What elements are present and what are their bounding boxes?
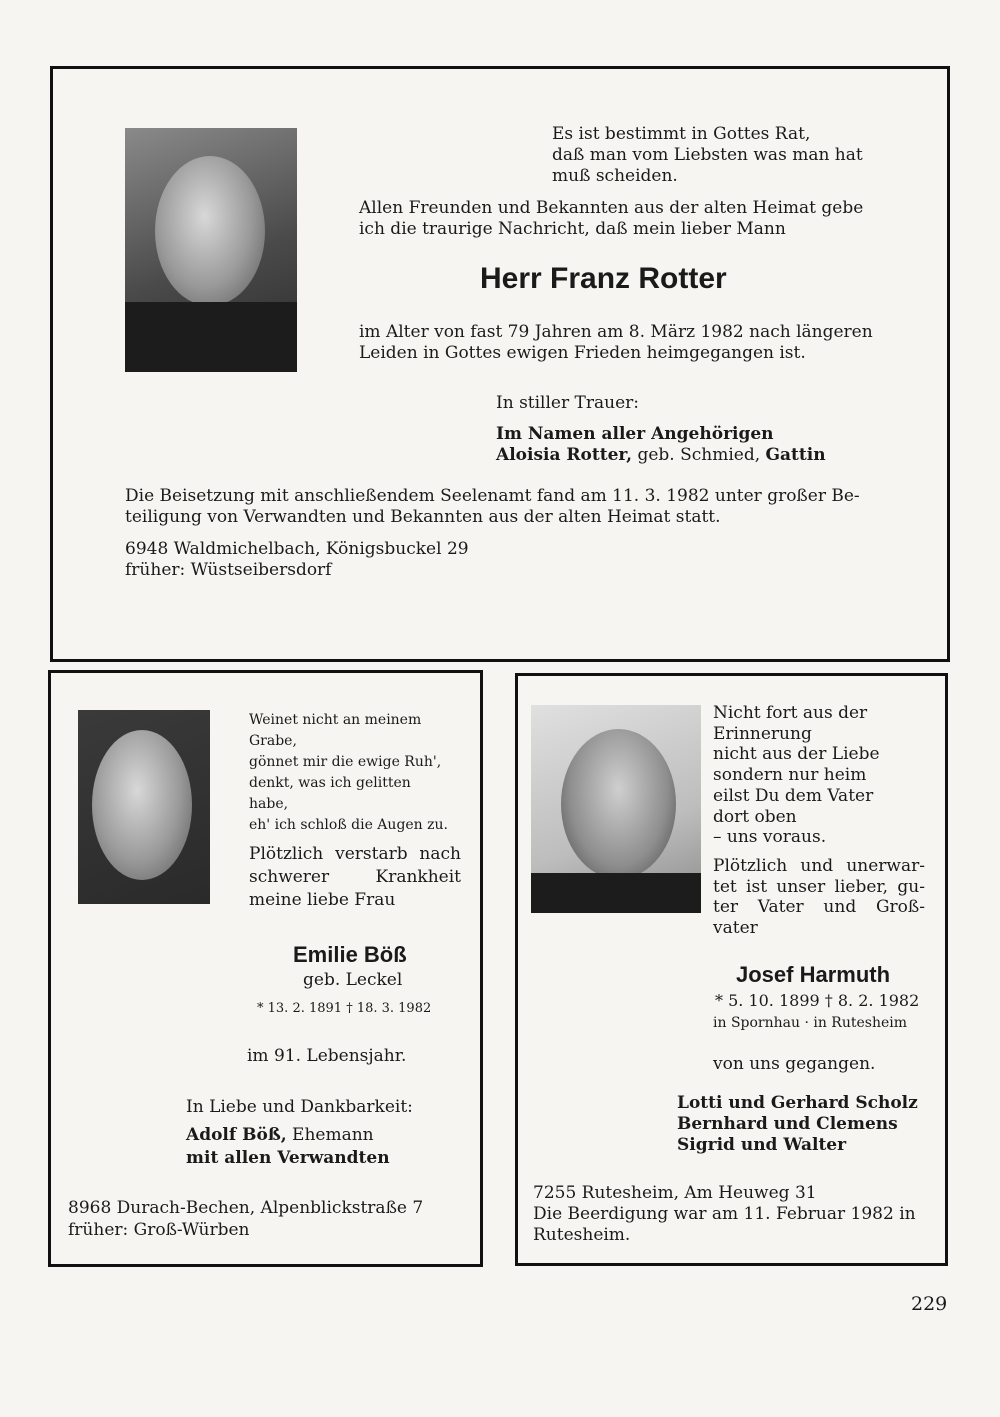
notice3-gone: von uns gegangen. (713, 1054, 876, 1074)
deceased-name-franz-rotter: Herr Franz Rotter (480, 262, 727, 295)
notice1-signature: Im Namen aller Angehörigen Aloisia Rotter, geb. Schmied, Gattin (496, 424, 826, 465)
notice3-address: 7255 Rutesheim, Am Heuweg 31 Die Beerdigung war am 11. Februar 1982 in Rutesheim. (533, 1183, 916, 1245)
notice2-maiden-name: geb. Leckel (303, 970, 403, 990)
notice2-body: Plötzlich verstarb nach schwerer Krankheit meine liebe Frau (249, 844, 461, 910)
notice2-dates: * 13. 2. 1891 † 18. 3. 1982 (257, 1001, 432, 1016)
page-number: 229 (911, 1293, 948, 1315)
deceased-name-josef-harmuth: Josef Harmuth (736, 962, 891, 987)
notice3-places: in Spornhau · in Rutesheim (713, 1015, 908, 1031)
notice1-burial: Die Beisetzung mit anschließendem Seelenamt fand am 11. 3. 1982 unter großer Be- teiligung von Verwandten und Bekannten aus der alten Heimat statt. (125, 486, 860, 527)
notice2-signature: Adolf Böß, Ehemann mit allen Verwandten (186, 1125, 390, 1168)
notice2-thanks: In Liebe und Dankbarkeit: (186, 1097, 413, 1117)
portrait-franz-rotter (125, 128, 297, 372)
notice2-age: im 91. Lebensjahr. (247, 1046, 407, 1066)
notice3-body: Plötzlich und unerwar- tet ist unser lieber, gu- ter Vater und Groß- vater (713, 856, 925, 939)
notice1-address: 6948 Waldmichelbach, Königsbuckel 29 früher: Wüstseibersdorf (125, 539, 469, 580)
notice1-intro: Allen Freunden und Bekannten aus der alten Heimat gebe ich die traurige Nachricht, daß mein lieber Mann (359, 198, 864, 239)
notice2-verse: Weinet nicht an meinem Grabe, gönnet mir die ewige Ruh', denkt, was ich gelitten habe, eh' ich schloß die Augen zu. (249, 712, 448, 833)
notice3-verse: Nicht fort aus der Erinnerung nicht aus der Liebe sondern nur heim eilst Du dem Vater dort oben – uns voraus. (713, 703, 880, 848)
deceased-name-emilie-boess: Emilie Böß (293, 942, 407, 967)
notice1-mourning: In stiller Trauer: (496, 393, 639, 413)
notice1-body: im Alter von fast 79 Jahren am 8. März 1982 nach längeren Leiden in Gottes ewigen Frieden heimgegangen ist. (359, 322, 873, 363)
notice3-dates: * 5. 10. 1899 † 8. 2. 1982 (715, 991, 920, 1010)
notice2-address: 8968 Durach-Bechen, Alpenblickstraße 7 früher: Groß-Würben (68, 1198, 424, 1240)
notice1-verse: Es ist bestimmt in Gottes Rat, daß man vom Liebsten was man hat muß scheiden. (552, 124, 863, 186)
portrait-josef-harmuth (531, 705, 701, 913)
portrait-emilie-boess (78, 710, 210, 904)
notice3-family: Lotti und Gerhard Scholz Bernhard und Clemens Sigrid und Walter (677, 1093, 918, 1155)
